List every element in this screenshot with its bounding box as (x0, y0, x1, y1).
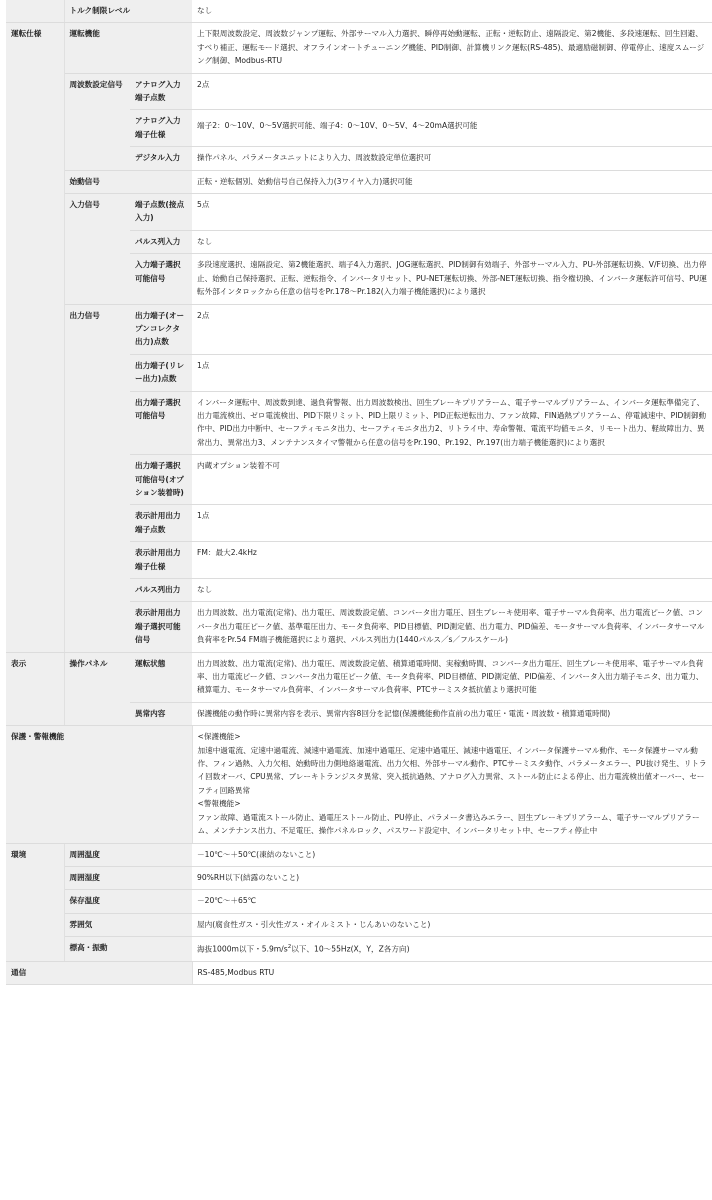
section-display: 表示 (6, 652, 64, 726)
row-ambient-temp (6, 843, 712, 866)
label-ambient-temp: 周囲温度 (64, 843, 192, 866)
value-pulse-input: なし (192, 230, 712, 253)
row-altitude-vibration (6, 937, 712, 962)
label-meter-points: 表示計用出力端子点数 (130, 505, 192, 542)
label-analog-spec: アナログ入力端子仕様 (130, 110, 192, 147)
label-output-selectable: 出力端子選択可能信号 (130, 391, 192, 455)
label-output-option: 出力端子選択可能信号(オプション装着時) (130, 455, 192, 505)
value-alarm-content: 保護機能の動作時に異常内容を表示、異常内容8回分を記憶(保護機能動作直前の出力電圧・電流・周波数・積算通電時間) (192, 702, 712, 725)
group-operation-panel: 操作パネル (64, 652, 130, 726)
row-display-running (6, 652, 712, 702)
row-start-signal (6, 170, 712, 193)
row-storage-temp (6, 890, 712, 913)
value-meter-points: 1点 (192, 505, 712, 542)
altitude-suffix: 以下、10～55Hz(X，Y，Z各方向) (291, 944, 410, 954)
label-alarm-content: 異常内容 (130, 702, 192, 725)
altitude-prefix: 海抜1000m以下・5.9m/s (197, 944, 288, 954)
section-communication: 通信 (6, 962, 192, 985)
value-input-selectable: 多段速度選択、遠隔設定、第2機能選択、端子4入力選択、JOG運転選択、PID制御有効端子、外部サーマル入力、PU-外部運転切換、V/F切換、出力停止、始動自己保持選択、正転、逆転指令、インバータリセット、PU-NET運転切換、外部-NET運転切換、指令権切換、インバータ運転許可信号、PU運転外部インタロックから任意の信号をPr.178～Pr.182(入力端子機能選択)により選択 (192, 254, 712, 304)
label-analog-points: アナログ入力端子点数 (130, 73, 192, 110)
value-meter-spec: FM：最大2.4kHz (192, 542, 712, 579)
label-atmosphere: 雰囲気 (64, 913, 192, 936)
value-operation-functions: 上下限周波数設定、周波数ジャンプ運転、外部サーマル入力選択、瞬停再始動運転、正転・逆転防止、遠隔設定、第2機能、多段速運転、回生回避、すべり補正、運転モード選択、オフラインオートチューニング機能、PID制御、計算機リンク運転(RS-485)、最適励磁制御、停電停止、速度スムージング制御、Modbus-RTU (192, 23, 712, 73)
value-storage-temp: －20℃～＋65℃ (192, 890, 712, 913)
value-ambient-humidity: 90%RH以下(結露のないこと) (192, 866, 712, 889)
label-pulse-input: パルス列入力 (130, 230, 192, 253)
group-output-signal: 出力信号 (64, 304, 130, 652)
warning-list: ファン故障、過電流ストール防止、過電圧ストール防止、PU停止、パラメータ書込みエラー、回生ブレーキプリアラーム、電子サーマルプリアラーム、メンテナンス出力、不足電圧、操作パネルロック、パスワード設定中、インバータリセット中、セーフティ停止中 (197, 812, 700, 836)
label-relay-points: 出力端子(リレー出力)点数 (130, 354, 192, 391)
value-communication: RS-485,Modbus RTU (192, 962, 712, 985)
value-analog-spec: 端子2：0～10V、0～5V選択可能、端子4：0～10V、0～5V、4～20mA選択可能 (192, 110, 712, 147)
section-operation: 運転仕様 (6, 23, 64, 652)
label-storage-temp: 保存温度 (64, 890, 192, 913)
altitude-superscript: 2 (287, 944, 292, 951)
value-input-points: 5点 (192, 194, 712, 231)
value-ambient-temp: －10℃～＋50℃(凍結のないこと) (192, 843, 712, 866)
value-altitude-vibration (192, 937, 712, 962)
empty-cell (6, 0, 64, 23)
label-digital-input: デジタル入力 (130, 147, 192, 170)
row-atmosphere (6, 913, 712, 936)
value-digital-input: 操作パネル、パラメータユニットにより入力、周波数設定単位選択可 (192, 147, 712, 170)
value-start-signal: 正転・逆転個別、始動信号自己保持入力(3ワイヤ入力)選択可能 (192, 170, 712, 193)
value-protection (192, 726, 712, 843)
value-torque-limit: なし (192, 0, 712, 23)
row-protection (6, 726, 712, 843)
row-ambient-humidity (6, 866, 712, 889)
section-protection: 保護・警報機能 (6, 726, 192, 843)
spec-table (6, 0, 712, 985)
value-atmosphere: 屋内(腐食性ガス・引火性ガス・オイルミスト・じんあいのないこと) (192, 913, 712, 936)
label-start-signal: 始動信号 (64, 170, 192, 193)
row-input-points (6, 194, 712, 231)
value-analog-points: 2点 (192, 73, 712, 110)
value-meter-selectable: 出力周波数、出力電流(定常)、出力電圧、周波数設定値、コンバータ出力電圧、回生ブレーキ使用率、電子サーマル負荷率、出力電流ピーク値、コンバータ出力電圧ピーク値、基準電圧出力、モータ負荷率、PID目標値、PID測定値、出力電力、PID偏差、モータサーマル負荷率、インバータサーマル負荷率をPr.54 FM端子機能選択により選択、パルス列出力(1440パルス／s／フルスケール) (192, 602, 712, 652)
row-oc-points (6, 304, 712, 354)
group-input-signal: 入力信号 (64, 194, 130, 304)
label-meter-selectable: 表示計用出力端子選択可能信号 (130, 602, 192, 652)
label-pulse-output: パルス列出力 (130, 579, 192, 602)
value-oc-points: 2点 (192, 304, 712, 354)
value-relay-points: 1点 (192, 354, 712, 391)
protection-heading: <保護機能> (197, 732, 241, 742)
group-freq-setting: 周波数設定信号 (64, 73, 130, 170)
value-pulse-output: なし (192, 579, 712, 602)
protection-list: 加速中過電流、定速中過電流、減速中過電流、加速中過電圧、定速中過電圧、減速中過電圧、インバータ保護サーマル動作、モータ保護サーマル動作、フィン過熱、入力欠相、始動時出力側地絡過電流、出力欠相、外部サーマル動作、PTCサーミスタ動作、パラメータエラー、PU抜け発生、リトライ回数オーバ、CPU異常、ブレーキトランジスタ異常、突入抵抗過熱、アナログ入力異常、ストール防止による停止、出力電流検出値オーバー、セーフティ回路異常 (197, 745, 707, 795)
label-oc-points: 出力端子(オープンコレクタ出力)点数 (130, 304, 192, 354)
warning-heading: <警報機能> (197, 799, 241, 809)
row-operation-functions (6, 23, 712, 73)
label-input-selectable: 入力端子選択可能信号 (130, 254, 192, 304)
row-communication (6, 962, 712, 985)
row-torque-limit (6, 0, 712, 23)
label-ambient-humidity: 周囲湿度 (64, 866, 192, 889)
label-meter-spec: 表示計用出力端子仕様 (130, 542, 192, 579)
value-running-status: 出力周波数、出力電流(定常)、出力電圧、周波数設定値、積算通電時間、実稼動時間、コンバータ出力電圧、回生ブレーキ使用率、電子サーマル負荷率、出力電流ピーク値、コンバータ出力電圧ピーク値、モータ負荷率、PID目標値、PID測定値、PID偏差、インバータ入出力端子モニタ、出力電力、積算電力、モータサーマル負荷率、インバータサーマル負荷率、PTCサーミスタ抵抗値より選択可能 (192, 652, 712, 702)
label-operation-functions: 運転機能 (64, 23, 192, 73)
value-output-option: 内蔵オプション装着不可 (192, 455, 712, 505)
label-running-status: 運転状態 (130, 652, 192, 702)
value-output-selectable: インバータ運転中、周波数到達、過負荷警報、出力周波数検出、回生ブレーキプリアラーム、電子サーマルプリアラーム、インバータ運転準備完了、出力電流検出、ゼロ電流検出、PID下限リミット、PID上限リミット、PID正転逆転出力、ファン故障、FIN過熱プリアラーム、停電減速中、PID制御動作中、PID出力中断中、セーフティモニタ出力、セーフティモニタ出力2、リトライ中、寿命警報、電流平均値モニタ、リモート出力、軽故障出力、異常出力、異常出力3、メンテナンスタイマ警報から任意の信号をPr.190、Pr.192、Pr.197(出力端子機能選択)により選択 (192, 391, 712, 455)
label-input-points: 端子点数(接点入力) (130, 194, 192, 231)
row-analog-points (6, 73, 712, 110)
label-altitude-vibration: 標高・振動 (64, 937, 192, 962)
section-environment: 環境 (6, 843, 64, 962)
label-torque-limit: トルク制限レベル (64, 0, 192, 23)
